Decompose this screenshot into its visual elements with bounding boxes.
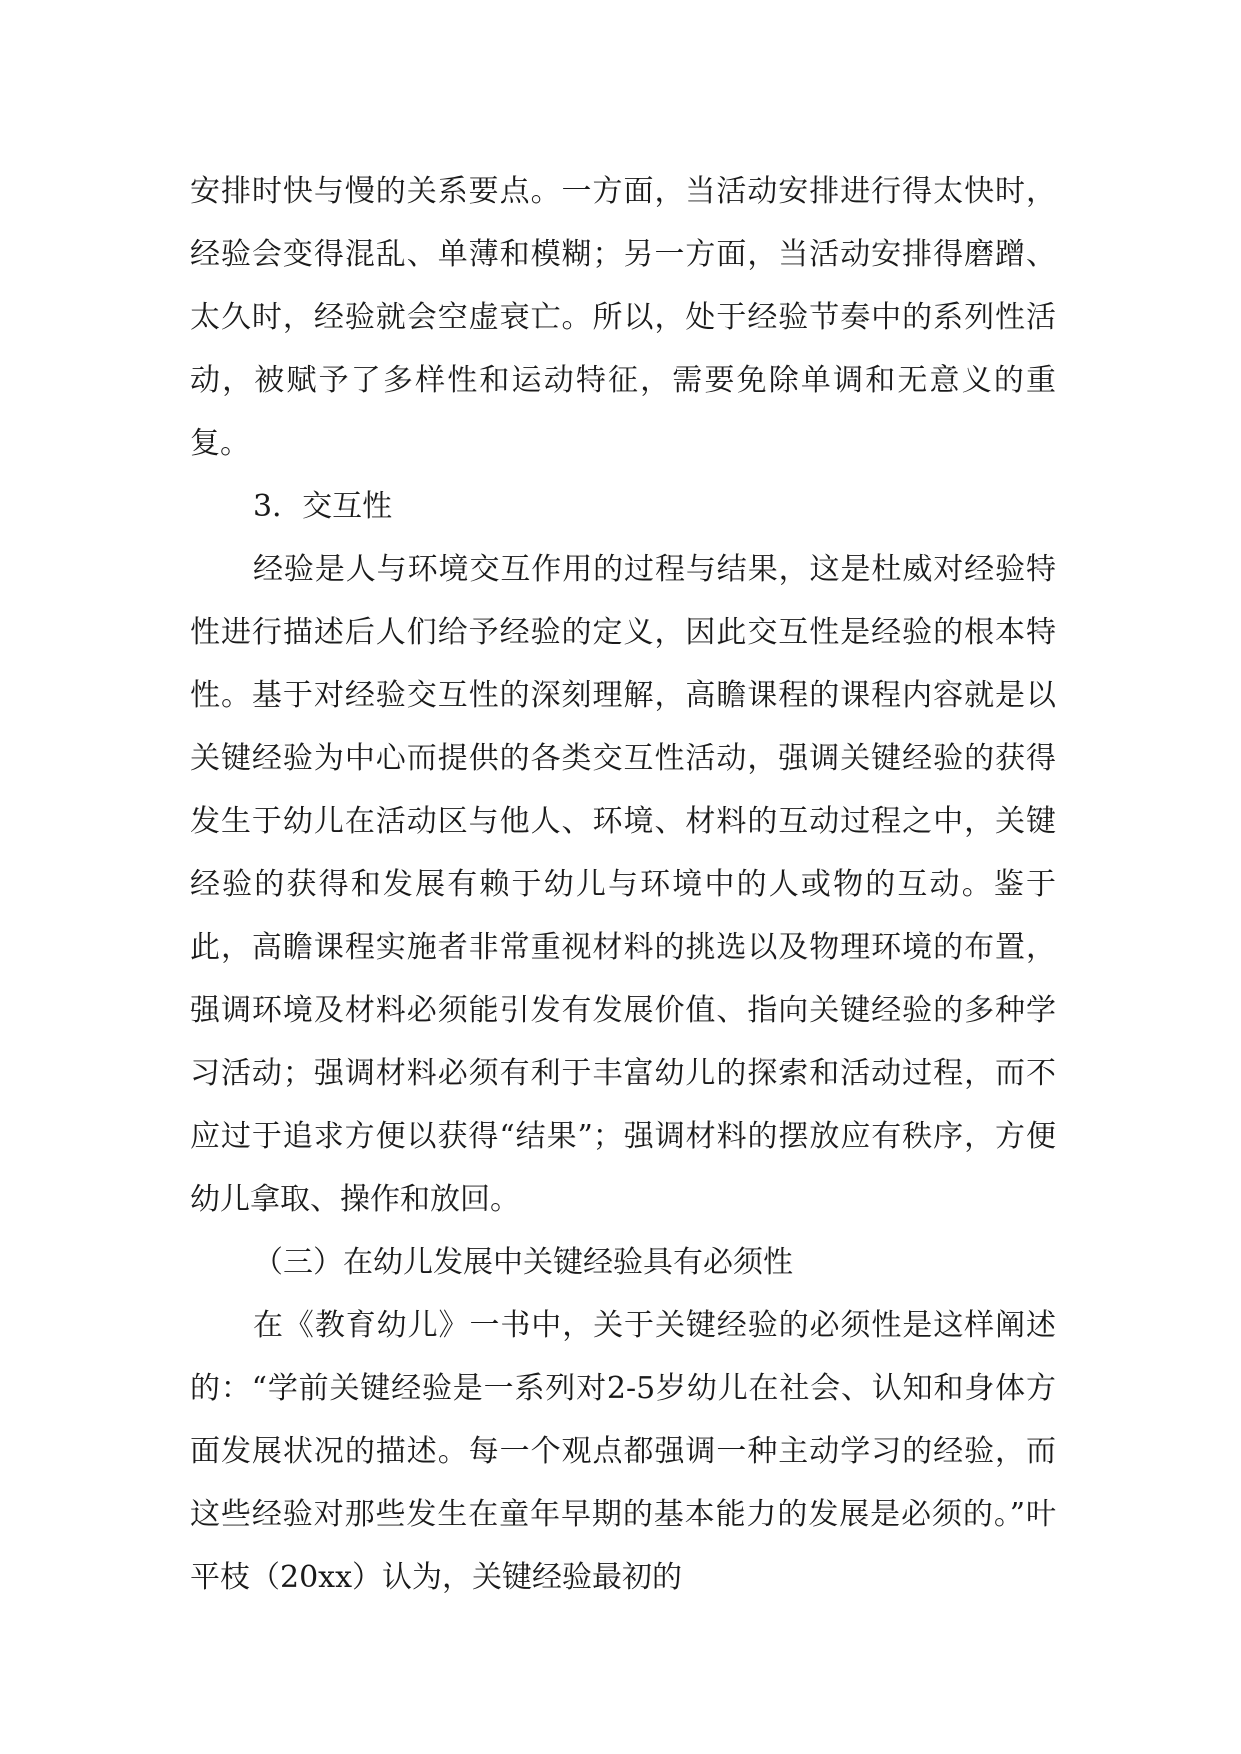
section-heading-interactivity: 3．交互性 — [253, 489, 393, 524]
paragraph-necessity: 在《教育幼儿》一书中，关于关键经验的必须性是这样阐述的：“学前关键经验是一系列对2-5岁幼儿在社会、认知和身体方面发展状况的描述。每一个观点都强调一种主动学习的经验，而这些经验对那些发生在童年早期的基本能力的发展是必须的。”叶平枝（20xx）认为，关键经验最初的 — [190, 1308, 1056, 1595]
paragraph-continuation: 安排时快与慢的关系要点。一方面，当活动安排进行得太快时，经验会变得混乱、单薄和模糊；另一方面，当活动安排得磨蹭、太久时，经验就会空虚衰亡。所以，处于经验节奏中的系列性活动，被赋予了多样性和运动特征，需要免除单调和无意义的重复。 — [190, 174, 1056, 461]
section-heading-necessity: （三）在幼儿发展中关键经验具有必须性 — [253, 1245, 793, 1280]
paragraph-interactivity: 经验是人与环境交互作用的过程与结果，这是杜威对经验特性进行描述后人们给予经验的定义，因此交互性是经验的根本特性。基于对经验交互性的深刻理解，高瞻课程的课程内容就是以关键经验为中心而提供的各类交互性活动，强调关键经验的获得发生于幼儿在活动区与他人、环境、材料的互动过程之中，关键经验的获得和发展有赖于幼儿与环境中的人或物的互动。鉴于此，高瞻课程实施者非常重视材料的挑选以及物理环境的布置，强调环境及材料必须能引发有发展价值、指向关键经验的多种学习活动；强调材料必须有利于丰富幼儿的探索和活动过程，而不应过于追求方便以获得“结果”；强调材料的摆放应有秩序，方便幼儿拿取、操作和放回。 — [190, 552, 1056, 1217]
body-text — [190, 160, 1056, 1609]
